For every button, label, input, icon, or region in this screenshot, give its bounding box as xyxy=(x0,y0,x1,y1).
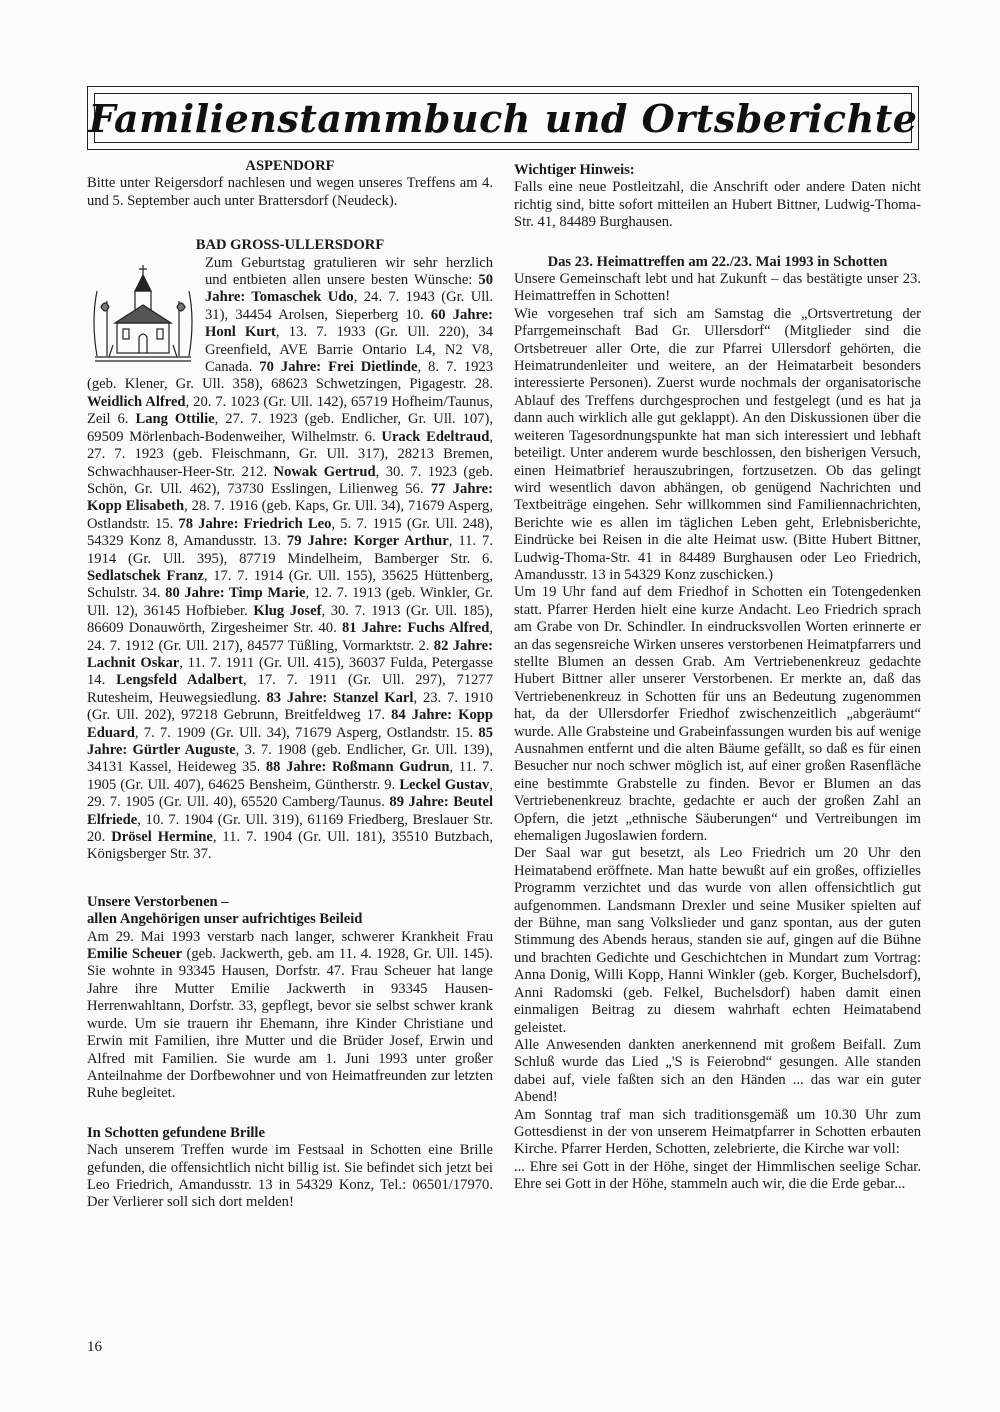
entry-name: Leckel Gustav xyxy=(399,776,490,793)
badgross-intro: Zum Geburtstag gratulieren wir sehr herzlich und entbieten allen unsere besten Wünsche: xyxy=(205,254,493,289)
entry-name: 88 Jahre: Roßmann Gudrun xyxy=(265,759,450,776)
verstorbene-text-2: (geb. Jackwerth, geb. am 11. 4. 1928, Gr. Ull. 145). Sie wohnte in 93345 Hausen, Dorfstr. 47. Frau Scheuer hat lange Jahre ihre Mutter Emilie Jackwerth in 93345 Hausen-Herrenwahltann, Dorfstr. 33, gepflegt, bevor sie selbst schwer krank wurde. Um sie trauern ihr Ehemann, ihre Kinder Christiane und Erwin mit Familien, ihre Mutter und die Brüder Josef, Erwin und Alfred mit Familien. Sie wurde am 1. Juni 1993 unter großer Anteilnahme der Dorfbewohner und von Heimatfreunden zur letzten Ruhe begleitet. xyxy=(87,946,493,1102)
right-column xyxy=(514,158,921,1194)
treffen-paragraph-1: Unsere Gemeinschaft lebt und hat Zukunft – das bestätigte unser 23. Heimattreffen in Schotten! xyxy=(514,271,921,305)
entry-name: 79 Jahre: Korger Arthur xyxy=(286,533,449,550)
entry-name: Lang Ottilie xyxy=(135,411,215,428)
left-column xyxy=(87,158,493,1212)
entry-detail: , 20. 7. 1023 (Gr. Ull. 142), 65719 Hofheim/Taunus, Zeil 6. xyxy=(87,393,494,428)
entry-detail: , 24. 7. 1912 (Gr. Ull. 217), 84577 Tüßling, Vormarktstr. 2. xyxy=(87,620,493,654)
entry-detail: , 10. 7. 1904 (Gr. Ull. 319), 61169 Friedberg, Breslauer Str. 20. xyxy=(87,811,493,846)
entry-detail: , 17. 7. 1914 (Gr. Ull. 155), 35625 Hüttenberg, Schulstr. 34. xyxy=(87,567,493,602)
verstorbene-heading-1: Unsere Verstorbenen – xyxy=(87,893,229,910)
page-title: Familienstammbuch und Ortsberichte xyxy=(88,95,918,141)
entry-name: Urack Edeltraud xyxy=(381,428,490,445)
entry-name: Klug Josef xyxy=(253,602,322,619)
entry-name: 50 Jahre: Tomaschek Udo xyxy=(205,272,493,306)
treffen-paragraph-2: Wie vorgesehen traf sich am Samstag die „Ortsvertretung der Pfarrgemeinschaft Bad Gr. Ullersdorf“ (Mitglieder sind die Ortsbetreuer aller Orte, die zur Pfarrei Ullersdorf gehörten, die Heimatrundenleiter und weitere, an der Heimatarbeit besonders interessierte Personen). Zuerst wurde nochmals der organisatorische Ablauf des Treffens durchgesprochen und festgelegt (und es hat ja dann auch wirklich alle gut geklappt). An den Diskussionen über die weiteren Tagesordnungspunkte hat man sich interessiert und lebhaft beteiligt. Unter anderem wurde beschlossen, den bisherigen Versuch, einen Heimatbrief herauszubringen, fortzusetzen. Ob das gelingt wird wesentlich davon abhängen, ob genügend Nachrichten und Textbeiträge eingehen. Sehr willkommen sind Familiennachrichten, Berichte wie es allen im täglichen Leben geht, Erlebnisberichte, Eindrücke bei Reisen in die alte Heimat usw. (Bitte Hubert Bittner, Ludwig-Thoma-Str. 41 in 84489 Burghausen oder Leo Friedrich, Amandusstr. 13 in 54329 Konz zuschicken.) xyxy=(514,305,921,583)
entry-name: 70 Jahre: Frei Dietlinde xyxy=(259,359,418,376)
entry-detail: , 11. 7. 1904 (Gr. Ull. 181), 35510 Butzbach, Königsberger Str. 37. xyxy=(87,829,493,863)
entry-detail: , 3. 7. 1908 (geb. Endlicher, Gr. Ull. 139), 34131 Kassel, Heideweg 35. xyxy=(87,742,493,776)
treffen-paragraph-5: Alle Anwesenden dankten anerkennend mit großem Beifall. Zum Schluß wurde das Lied „'S is Feierobnd“ gesungen. Alle standen dabei auf, viele faßten sich an den Händen ... das war ein guter Abend! xyxy=(514,1036,921,1106)
brille-heading: In Schotten gefundene Brille xyxy=(87,1124,265,1141)
brille-text: Nach unserem Treffen wurde im Festsaal in Schotten eine Brille gefunden, die offensichtlich nicht billig ist. Sie befindet sich jetzt bei Leo Friedrich, Amandusstr. 13 in 54329 Konz, Tel.: 06501/17970. Der Verlierer soll sich dort melden! xyxy=(87,1142,493,1211)
entry-detail: , 17. 7. 1911 (Gr. Ull. 297), 71277 Rutesheim, Heuwegsiedlung. xyxy=(87,672,494,706)
entry-detail: , 24. 7. 1943 (Gr. Ull. 31), 34454 Arolsen, Sieperberg 10. xyxy=(205,289,493,323)
entry-detail: , 28. 7. 1916 (geb. Kaps, Gr. Ull. 34), 71679 Asperg, Ostlandstr. 15. xyxy=(87,498,493,532)
entry-detail: , 5. 7. 1915 (Gr. Ull. 248), 54329 Konz 8, Amandusstr. 13. xyxy=(87,515,493,550)
entry-detail: , 12. 7. 1913 (geb. Winkler, Gr. Ull. 12), 36145 Hofbieber. xyxy=(87,585,494,619)
entry-detail: , 11. 7. 1914 (Gr. Ull. 395), 87719 Mindelheim, Bamberger Str. 6. xyxy=(87,533,493,567)
entry-detail: , 23. 7. 1910 (Gr. Ull. 202), 97218 Gebrunn, Breitfeldweg 17. xyxy=(87,689,493,724)
entry-detail: , 8. 7. 1923 (geb. Klener, Gr. Ull. 358), 68623 Schwetzingen, Pigagestr. 28. xyxy=(87,359,494,393)
aspendorf-heading: ASPENDORF xyxy=(245,158,335,174)
badgross-heading: BAD GROSS-ULLERSDORF xyxy=(195,237,385,254)
entry-detail: , 27. 7. 1923 (geb. Fleischmann, Gr. Ull. 317), 28213 Bremen, Schwachhauser-Heer-Str. 212. xyxy=(87,428,493,480)
treffen-paragraph-6: Am Sonntag traf man sich traditionsgemäß um 10.30 Uhr zum Gottesdienst in der von unserem Heimatpfarrer in Schotten erbauten Kirche. Pfarrer Herden, Schotten, zelebrierte, die Kirche war voll: xyxy=(514,1106,921,1158)
entry-name: 82 Jahre: Lachnit Oskar xyxy=(87,637,493,671)
entry-name: Weidlich Alfred xyxy=(87,393,186,410)
entry-name: Sedlatschek Franz xyxy=(87,567,204,584)
aspendorf-text: Bitte unter Reigersdorf nachlesen und wegen unseres Treffens am 4. und 5. September auch unter Brattersdorf (Neudeck). xyxy=(87,175,493,209)
verstorbene-text xyxy=(87,929,493,1103)
entry-name: 89 Jahre: Beutel Elfriede xyxy=(87,794,493,828)
entry-detail: , 13. 7. 1933 (Gr. Ull. 220), 34 Greenfield, AVE Barrie Ontario L4, N2 V8, Canada. xyxy=(205,324,493,376)
entry-name: Drösel Hermine xyxy=(111,829,213,846)
treffen-paragraph-7: ... Ehre sei Gott in der Höhe, singet der Himmlischen seelige Schar. Ehre sei Gott in der Höhe, stammeln auch wir, die die Erde gebar... xyxy=(514,1158,921,1193)
hinweis-text: Falls eine neue Postleitzahl, die Anschrift oder andere Daten nicht richtig sind, bitte sofort mitteilen an Hubert Bittner, Ludwig-Thoma-Str. 41, 84489 Burghausen. xyxy=(514,179,921,231)
verstorbene-heading-2: allen Angehörigen unser aufrichtiges Beileid xyxy=(87,911,363,928)
entry-detail: , 11. 7. 1905 (Gr. Ull. 407), 64625 Bensheim, Güntherstr. 9. xyxy=(87,759,493,793)
entry-detail: , 27. 7. 1923 (geb. Endlicher, Gr. Ull. 107), 69509 Mörlenbach-Bodenweiher, Wilhelmstr. 6. xyxy=(87,411,493,445)
entry-name: 77 Jahre: Kopp Elisabeth xyxy=(87,480,493,515)
entry-name: 78 Jahre: Friedrich Leo xyxy=(178,515,332,532)
entry-detail: , 30. 7. 1923 (geb. Schön, Gr. Ull. 462), 73730 Esslingen, Lilienweg 56. xyxy=(87,463,493,497)
title-banner xyxy=(87,86,919,150)
entry-name: 80 Jahre: Timp Marie xyxy=(165,585,306,602)
entry xyxy=(87,829,493,862)
entry-detail: , 29. 7. 1905 (Gr. Ull. 40), 65520 Camberg/Taunus. xyxy=(87,776,493,811)
page-number: 16 xyxy=(87,1339,102,1355)
treffen-paragraph-4: Der Saal war gut besetzt, als Leo Friedrich um 20 Uhr den Heimatabend eröffnete. Man hatte bewußt auf ein großes, offizielles Programm verzichtet und das wurde von allen offensichtlich gut aufgenommen. Landsmann Drexler und seine Musiker spielten auf der Bühne, man sang Volkslieder und ganz spontan, aus der guten Stimmung des Abends heraus, standen sie auf, gingen auf die Bühne und brachten Gedichte und Geschichtchen in Mundart zum Vortrag: Anna Donig, Willi Kopp, Hanni Winkler (geb. Korger, Buchelsdorf), Anni Radomski (geb. Felkel, Buchelsdorf) haben damit einen einmaligen Beitrag zu diesem wahrhaft echten Heimatabend geleistet. xyxy=(514,845,921,1036)
entry-name: 85 Jahre: Gürtler Auguste xyxy=(87,724,493,758)
entry-detail: , 11. 7. 1911 (Gr. Ull. 415), 36037 Fulda, Petergasse 14. xyxy=(87,654,493,689)
treffen-paragraph-3: Um 19 Uhr fand auf dem Friedhof in Schotten ein Totengedenken statt. Pfarrer Herden hielt eine kurze Andacht. Leo Friedrich sprach am Grabe von Dr. Schindler. In eindrucksvollen Worten erinnerte er an das segensreiche Wirken unseres verstorbenen Heimatpfarrers und stellte Blumen an dessen Grab. Am Vertriebenenkreuz gedachte Hubert Bittner aller unserer Verstorbenen. Er merkte an, daß das Vertriebenenkreuz in Schotten für uns an Bedeutung zugenommen hat, da der Ullersdorfer Friedhof zwischenzeitlich „abgeräumt“ wurde. Alle Grabsteine und Grabeinfassungen wurden bis auf wenige Ausnahmen entfernt und die alten Bäume gefällt, so daß es für einen Besucher nur noch schwer möglich ist, auf einer großen Rasenfläche eine bestimmte Grabstelle zu finden. Bevor er Blumen an das Vertriebenenkreuz brachte, gedachte er auch der großen Zahl an Opfern, die jetzt „ethnische Säuberungen“ und Vertreibungen im ehemaligen Jugoslawien fordern. xyxy=(514,584,921,845)
verstorbene-text-1: Am 29. Mai 1993 verstarb nach langer, schwerer Krankheit Frau xyxy=(87,928,493,945)
entry-detail: , 7. 7. 1909 (Gr. Ull. 34), 71679 Asperg, Ostlandstr. 15. xyxy=(134,724,474,741)
church-illustration xyxy=(87,261,199,371)
hinweis-heading: Wichtiger Hinweis: xyxy=(514,162,635,178)
entry-name: Lengsfeld Adalbert xyxy=(116,672,243,689)
entry-name: Nowak Gertrud xyxy=(273,463,376,480)
entry-name: 60 Jahre: Honl Kurt xyxy=(205,306,493,341)
entry-name: 84 Jahre: Kopp Eduard xyxy=(87,707,493,741)
entry-detail: , 30. 7. 1913 (Gr. Ull. 185), 86609 Donauwörth, Zirgesheimer Str. 40. xyxy=(87,602,493,637)
treffen-heading: Das 23. Heimattreffen am 22./23. Mai 1993 in Schotten xyxy=(547,253,888,270)
entry-name: 81 Jahre: Fuchs Alfred xyxy=(341,620,490,637)
deceased-name: Emilie Scheuer xyxy=(87,946,183,963)
title-banner-inner-frame xyxy=(88,93,918,143)
badgross-body xyxy=(87,255,493,864)
entry-name: 83 Jahre: Stanzel Karl xyxy=(266,689,414,706)
